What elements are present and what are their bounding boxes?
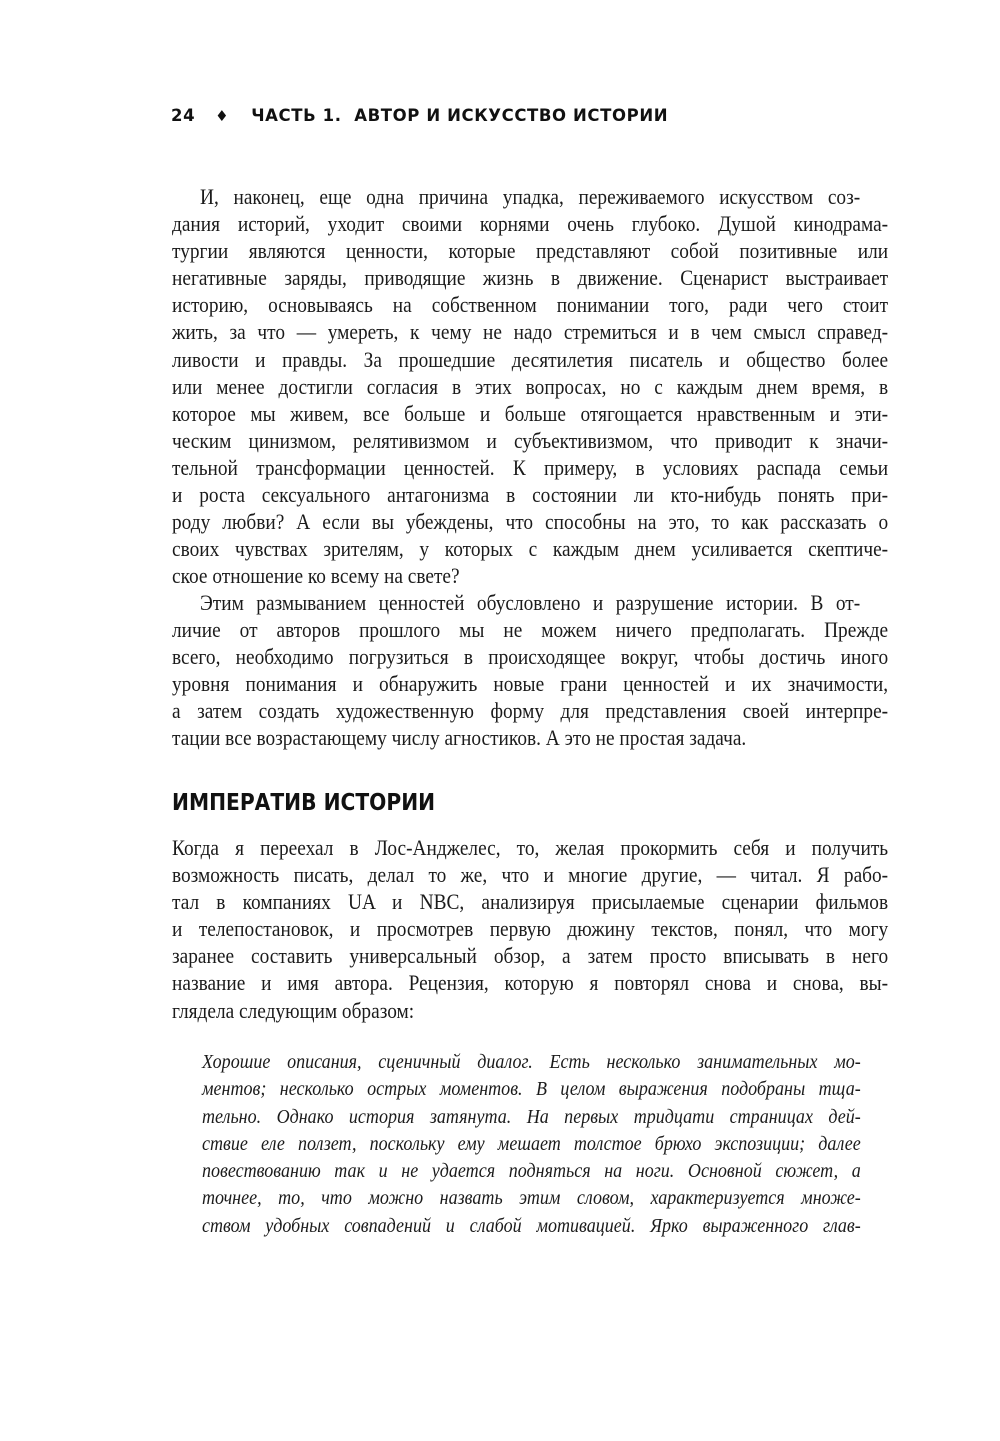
text-line: роду любви? А если вы убеждены, что способны на это, то как рассказать о	[172, 509, 889, 535]
paragraph-1	[172, 183, 888, 589]
text-line: жить, за что — умереть, к чему не надо стремиться и в чем смысл справед-	[172, 319, 889, 345]
text-line: тал в компаниях UA и NBC, анализируя присылаемые сценарии фильмов	[172, 889, 889, 915]
text-line: своих чувствах зрителям, у которых с каждым днем усиливается скептиче-	[172, 536, 889, 562]
text-line: Этим размыванием ценностей обусловлено и разрушение истории. В от-	[200, 590, 861, 615]
text-line: возможность писать, делал то же, что и многие другие, — читал. Я рабо-	[172, 862, 889, 888]
text-line: Когда я переехал в Лос-Анджелес, то, желая прокормить себя и получить	[172, 835, 889, 860]
text-line: а затем создать художественную форму для представления своей интерпре-	[172, 698, 889, 724]
text-line: негативные заряды, приводящие жизнь в движение. Сценарист выстраивает	[172, 265, 889, 291]
diamond-separator-icon: ♦	[215, 107, 230, 125]
text-line: всего, необходимо погрузиться в происходящее вокруг, чтобы достичь иного	[172, 644, 889, 670]
quote-line: тельно. Однако история затянута. На первых тридцати страницах дей-	[202, 1105, 861, 1128]
text-line: личие от авторов прошлого мы не можем ничего предполагать. Прежде	[172, 617, 889, 643]
text-line: ливости и правды. За прошедшие десятилетия писатель и общество более	[172, 346, 889, 372]
text-line: И, наконец, еще одна причина упадка, переживаемого искусством соз-	[200, 184, 861, 209]
text-line: тельной трансформации ценностей. К примеру, в условиях распада семьи	[172, 454, 889, 480]
text-line: или менее достигли согласия в этих вопросах, но с каждым днем время, в	[172, 373, 889, 399]
running-head	[171, 106, 668, 130]
text-line: дания историй, уходит своими корнями очень глубоко. Душой кинодрама-	[172, 211, 889, 237]
quote-line: ментов; несколько острых моментов. В целом выражения подобраны тща-	[202, 1078, 861, 1101]
page-number: 24	[171, 106, 196, 125]
text-line: глядела следующим образом:	[172, 997, 415, 1023]
paragraph-2	[172, 589, 888, 752]
text-line: ское отношение ко всему на свете?	[172, 563, 460, 589]
text-line: тургии являются ценности, которые представляют собой позитивные или	[172, 238, 889, 264]
text-line: которое мы живем, все больше и больше отягощается нравственным и эти-	[172, 400, 889, 426]
quote-line: повествованию так и не удается подняться на ноги. Основной сюжет, а	[202, 1160, 861, 1183]
text-line: название и имя автора. Рецензия, которую я повторял снова и снова, вы-	[172, 970, 889, 996]
quote-line: Хорошие описания, сценичный диалог. Есть несколько занимательных мо-	[202, 1051, 861, 1073]
text-line: уровня понимания и обнаружить новые грани ценностей и их значимости,	[172, 671, 889, 697]
quote-line: ством удобных совпадений и слабой мотивацией. Ярко выраженного глав-	[202, 1214, 861, 1237]
text-line: тации все возрастающему числу агностиков. А это не простая задача.	[172, 725, 747, 751]
text-line: заранее составить универсальный обзор, а затем просто вписывать в него	[172, 943, 889, 969]
block-quote	[202, 1049, 861, 1240]
section-heading: ИМПЕРАТИВ ИСТОРИИ	[172, 790, 436, 816]
quote-line: точнее, то, что можно назвать этим словом, характеризуется множе-	[202, 1187, 861, 1210]
text-line: ческим цинизмом, релятивизмом и субъективизмом, что приводит к значи-	[172, 427, 889, 453]
text-line: и телепостановок, и просмотрев первую дюжину текстов, понял, что могу	[172, 916, 889, 942]
paragraph-3	[172, 834, 888, 1024]
text-line: и роста сексуального антагонизма в состоянии ли кто-нибудь понять при-	[172, 482, 889, 508]
text-line: историю, основываясь на собственном понимании того, ради чего стоит	[172, 292, 889, 318]
quote-line: ствие еле ползет, поскольку ему мешает толстое брюхо экспозиции; далее	[202, 1132, 861, 1155]
chapter-title: ЧАСТЬ 1. АВТОР И ИСКУССТВО ИСТОРИИ	[251, 106, 669, 125]
